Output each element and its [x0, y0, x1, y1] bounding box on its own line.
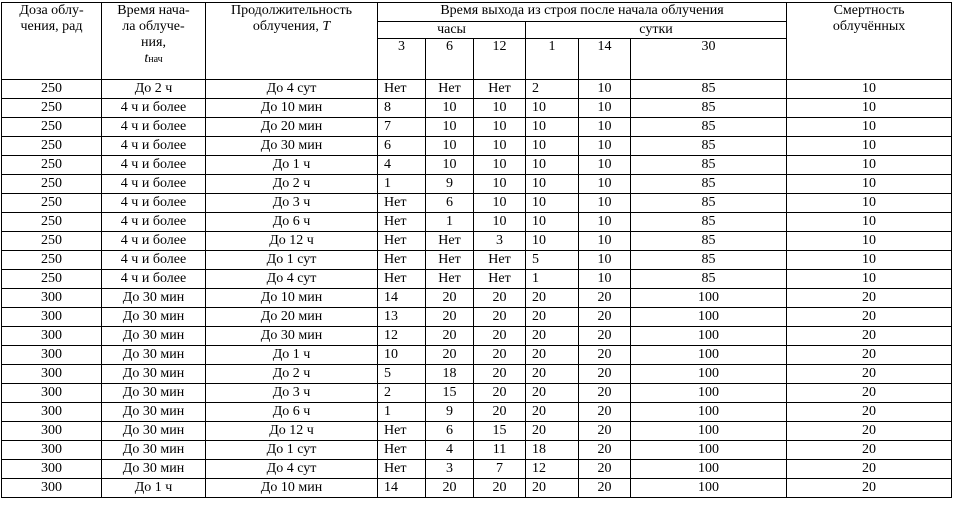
d1-cell: 10	[526, 137, 579, 156]
start-time-cell: 4 ч и более	[102, 270, 206, 289]
d14-cell: 10	[579, 270, 631, 289]
d14-cell: 20	[579, 308, 631, 327]
h12-cell: 10	[474, 156, 526, 175]
h3-cell: 6	[378, 137, 426, 156]
h6-cell: 20	[426, 289, 474, 308]
start-time-cell: 4 ч и более	[102, 99, 206, 118]
dose-cell: 300	[2, 308, 102, 327]
d14-cell: 20	[579, 479, 631, 498]
mortality-cell: 20	[787, 479, 952, 498]
h3-cell: 12	[378, 327, 426, 346]
h12-cell: 20	[474, 327, 526, 346]
h3-cell: 5	[378, 365, 426, 384]
d30-cell: 100	[631, 403, 787, 422]
dose-cell: 300	[2, 422, 102, 441]
mortality-cell: 10	[787, 175, 952, 194]
mortality-cell: 10	[787, 118, 952, 137]
duration-cell: До 10 мин	[206, 99, 378, 118]
duration-cell: До 20 мин	[206, 308, 378, 327]
d30-cell: 85	[631, 270, 787, 289]
d30-cell: 100	[631, 365, 787, 384]
d30-cell: 85	[631, 213, 787, 232]
mortality-cell: 20	[787, 460, 952, 479]
h12-cell: 10	[474, 213, 526, 232]
d14-cell: 20	[579, 422, 631, 441]
h6-cell: Нет	[426, 80, 474, 99]
dose-cell: 300	[2, 289, 102, 308]
h3-cell: 7	[378, 118, 426, 137]
start-time-cell: 4 ч и более	[102, 156, 206, 175]
mortality-header: Смертность облучённых	[787, 3, 952, 80]
h12-cell: 15	[474, 422, 526, 441]
days-group-header: сутки	[526, 22, 787, 39]
d1-cell: 20	[526, 422, 579, 441]
dose-cell: 300	[2, 346, 102, 365]
d1-cell: 18	[526, 441, 579, 460]
h3-cell: Нет	[378, 460, 426, 479]
mortality-cell: 20	[787, 384, 952, 403]
d1-cell: 20	[526, 308, 579, 327]
mortality-cell: 20	[787, 365, 952, 384]
h6-cell: 9	[426, 403, 474, 422]
d30-cell: 85	[631, 232, 787, 251]
table-header	[2, 3, 952, 80]
h3-cell: Нет	[378, 194, 426, 213]
dose-cell: 300	[2, 384, 102, 403]
duration-cell: До 1 сут	[206, 441, 378, 460]
d1-cell: 20	[526, 327, 579, 346]
h12-cell: 10	[474, 194, 526, 213]
h6-cell: 10	[426, 156, 474, 175]
table-row	[2, 80, 952, 99]
duration-cell: До 4 сут	[206, 460, 378, 479]
table-row	[2, 175, 952, 194]
table-row	[2, 213, 952, 232]
start-time-cell: До 30 мин	[102, 460, 206, 479]
dose-cell: 250	[2, 270, 102, 289]
h3-cell: 8	[378, 99, 426, 118]
start-time-header: Время нача- ла облуче- ния, tнач	[102, 3, 206, 80]
table-body	[2, 80, 952, 498]
hours-6-header: 6	[426, 39, 474, 80]
d30-cell: 85	[631, 99, 787, 118]
d1-cell: 20	[526, 289, 579, 308]
dose-cell: 300	[2, 403, 102, 422]
duration-cell: До 4 сут	[206, 270, 378, 289]
d14-cell: 20	[579, 327, 631, 346]
duration-cell: До 6 ч	[206, 403, 378, 422]
h12-cell: 10	[474, 175, 526, 194]
h6-cell: Нет	[426, 251, 474, 270]
mortality-cell: 20	[787, 327, 952, 346]
duration-cell: До 10 мин	[206, 479, 378, 498]
duration-cell: До 12 ч	[206, 232, 378, 251]
mortality-cell: 20	[787, 346, 952, 365]
d30-cell: 85	[631, 118, 787, 137]
table-row	[2, 365, 952, 384]
d1-cell: 2	[526, 80, 579, 99]
h6-cell: 18	[426, 365, 474, 384]
h12-cell: 20	[474, 308, 526, 327]
start-time-cell: До 30 мин	[102, 384, 206, 403]
d14-cell: 10	[579, 232, 631, 251]
h3-cell: Нет	[378, 441, 426, 460]
h6-cell: 15	[426, 384, 474, 403]
dose-cell: 250	[2, 175, 102, 194]
table-row	[2, 403, 952, 422]
dose-cell: 250	[2, 213, 102, 232]
h6-cell: 1	[426, 213, 474, 232]
duration-cell: До 4 сут	[206, 80, 378, 99]
d30-cell: 85	[631, 156, 787, 175]
mortality-cell: 10	[787, 137, 952, 156]
h3-cell: 2	[378, 384, 426, 403]
dose-cell: 300	[2, 327, 102, 346]
d14-cell: 10	[579, 175, 631, 194]
h3-cell: 13	[378, 308, 426, 327]
mortality-cell: 10	[787, 251, 952, 270]
h3-cell: 1	[378, 175, 426, 194]
d14-cell: 10	[579, 251, 631, 270]
mortality-cell: 20	[787, 403, 952, 422]
h6-cell: 20	[426, 327, 474, 346]
h12-cell: Нет	[474, 80, 526, 99]
table-row	[2, 270, 952, 289]
d1-cell: 5	[526, 251, 579, 270]
d30-cell: 85	[631, 80, 787, 99]
d1-cell: 10	[526, 194, 579, 213]
duration-cell: До 1 сут	[206, 251, 378, 270]
h12-cell: 3	[474, 232, 526, 251]
d1-cell: 10	[526, 213, 579, 232]
h3-cell: Нет	[378, 251, 426, 270]
duration-cell: До 1 ч	[206, 346, 378, 365]
duration-cell: До 6 ч	[206, 213, 378, 232]
dose-cell: 300	[2, 365, 102, 384]
table-row	[2, 251, 952, 270]
mortality-cell: 20	[787, 308, 952, 327]
h12-cell: Нет	[474, 270, 526, 289]
mortality-cell: 20	[787, 422, 952, 441]
h6-cell: 20	[426, 479, 474, 498]
duration-cell: До 1 ч	[206, 156, 378, 175]
mortality-cell: 20	[787, 289, 952, 308]
start-time-cell: До 30 мин	[102, 289, 206, 308]
start-time-cell: 4 ч и более	[102, 213, 206, 232]
mortality-cell: 10	[787, 80, 952, 99]
d1-cell: 12	[526, 460, 579, 479]
table-row	[2, 384, 952, 403]
h6-cell: 10	[426, 99, 474, 118]
duration-cell: До 12 ч	[206, 422, 378, 441]
d30-cell: 100	[631, 327, 787, 346]
d1-cell: 10	[526, 118, 579, 137]
h12-cell: 20	[474, 403, 526, 422]
d14-cell: 10	[579, 156, 631, 175]
start-time-cell: 4 ч и более	[102, 137, 206, 156]
h12-cell: 10	[474, 137, 526, 156]
d30-cell: 100	[631, 422, 787, 441]
duration-cell: До 3 ч	[206, 384, 378, 403]
d1-cell: 20	[526, 346, 579, 365]
h12-cell: 20	[474, 384, 526, 403]
dose-cell: 250	[2, 251, 102, 270]
start-time-cell: До 2 ч	[102, 80, 206, 99]
h6-cell: 4	[426, 441, 474, 460]
table-row	[2, 289, 952, 308]
d1-cell: 10	[526, 175, 579, 194]
d30-cell: 85	[631, 251, 787, 270]
d1-cell: 20	[526, 365, 579, 384]
start-time-cell: До 30 мин	[102, 403, 206, 422]
table-row	[2, 194, 952, 213]
d30-cell: 100	[631, 308, 787, 327]
d30-cell: 100	[631, 346, 787, 365]
h3-cell: Нет	[378, 80, 426, 99]
h3-cell: 14	[378, 479, 426, 498]
d30-cell: 85	[631, 194, 787, 213]
start-time-cell: 4 ч и более	[102, 175, 206, 194]
failure-time-header: Время выхода из строя после начала облучения	[378, 3, 787, 22]
table-row	[2, 422, 952, 441]
d14-cell: 20	[579, 346, 631, 365]
d14-cell: 10	[579, 194, 631, 213]
dose-cell: 250	[2, 194, 102, 213]
d14-cell: 20	[579, 384, 631, 403]
d14-cell: 20	[579, 403, 631, 422]
dose-cell: 250	[2, 137, 102, 156]
d1-cell: 20	[526, 384, 579, 403]
d14-cell: 10	[579, 99, 631, 118]
h12-cell: 20	[474, 289, 526, 308]
d1-cell: 1	[526, 270, 579, 289]
h6-cell: Нет	[426, 270, 474, 289]
d30-cell: 85	[631, 175, 787, 194]
radiation-table	[1, 2, 952, 498]
table-row	[2, 156, 952, 175]
d30-cell: 100	[631, 384, 787, 403]
duration-cell: До 2 ч	[206, 175, 378, 194]
dose-cell: 250	[2, 232, 102, 251]
h6-cell: 9	[426, 175, 474, 194]
d30-cell: 100	[631, 289, 787, 308]
h12-cell: 7	[474, 460, 526, 479]
table-row	[2, 479, 952, 498]
table-row	[2, 232, 952, 251]
table-row	[2, 327, 952, 346]
d14-cell: 20	[579, 441, 631, 460]
h12-cell: 20	[474, 479, 526, 498]
start-time-cell: До 30 мин	[102, 441, 206, 460]
duration-header: Продолжительность облучения, T	[206, 3, 378, 80]
start-time-cell: До 30 мин	[102, 346, 206, 365]
d14-cell: 20	[579, 365, 631, 384]
dose-cell: 250	[2, 156, 102, 175]
d1-cell: 10	[526, 156, 579, 175]
d14-cell: 10	[579, 137, 631, 156]
days-14-header: 14	[579, 39, 631, 80]
h12-cell: 11	[474, 441, 526, 460]
start-time-cell: 4 ч и более	[102, 118, 206, 137]
table-row	[2, 308, 952, 327]
duration-cell: До 3 ч	[206, 194, 378, 213]
h6-cell: 10	[426, 137, 474, 156]
d30-cell: 85	[631, 137, 787, 156]
start-time-cell: 4 ч и более	[102, 232, 206, 251]
mortality-cell: 10	[787, 213, 952, 232]
start-time-cell: До 30 мин	[102, 422, 206, 441]
h6-cell: Нет	[426, 232, 474, 251]
d14-cell: 20	[579, 460, 631, 479]
dose-cell: 250	[2, 80, 102, 99]
h6-cell: 3	[426, 460, 474, 479]
mortality-cell: 20	[787, 441, 952, 460]
d30-cell: 100	[631, 460, 787, 479]
days-1-header: 1	[526, 39, 579, 80]
d1-cell: 10	[526, 232, 579, 251]
h12-cell: Нет	[474, 251, 526, 270]
duration-cell: До 30 мин	[206, 327, 378, 346]
h3-cell: 1	[378, 403, 426, 422]
hours-12-header: 12	[474, 39, 526, 80]
start-time-cell: 4 ч и более	[102, 251, 206, 270]
dose-cell: 250	[2, 118, 102, 137]
mortality-cell: 10	[787, 156, 952, 175]
d1-cell: 20	[526, 403, 579, 422]
dose-cell: 250	[2, 99, 102, 118]
dose-cell: 300	[2, 460, 102, 479]
days-30-header: 30	[631, 39, 787, 80]
mortality-cell: 10	[787, 232, 952, 251]
mortality-cell: 10	[787, 99, 952, 118]
d14-cell: 20	[579, 289, 631, 308]
dose-header: Доза облу- чения, рад	[2, 3, 102, 80]
h6-cell: 20	[426, 308, 474, 327]
h12-cell: 10	[474, 118, 526, 137]
d14-cell: 10	[579, 213, 631, 232]
h12-cell: 20	[474, 365, 526, 384]
duration-cell: До 10 мин	[206, 289, 378, 308]
h3-cell: 10	[378, 346, 426, 365]
mortality-cell: 10	[787, 194, 952, 213]
duration-cell: До 2 ч	[206, 365, 378, 384]
start-time-cell: До 1 ч	[102, 479, 206, 498]
h12-cell: 20	[474, 346, 526, 365]
d14-cell: 10	[579, 80, 631, 99]
h3-cell: Нет	[378, 232, 426, 251]
h6-cell: 20	[426, 346, 474, 365]
h6-cell: 6	[426, 194, 474, 213]
d1-cell: 10	[526, 99, 579, 118]
d30-cell: 100	[631, 479, 787, 498]
h3-cell: 14	[378, 289, 426, 308]
h12-cell: 10	[474, 99, 526, 118]
dose-cell: 300	[2, 479, 102, 498]
table-row	[2, 346, 952, 365]
h6-cell: 10	[426, 118, 474, 137]
mortality-cell: 10	[787, 270, 952, 289]
h6-cell: 6	[426, 422, 474, 441]
start-time-cell: До 30 мин	[102, 308, 206, 327]
start-time-cell: До 30 мин	[102, 365, 206, 384]
h3-cell: Нет	[378, 422, 426, 441]
d14-cell: 10	[579, 118, 631, 137]
duration-cell: До 30 мин	[206, 137, 378, 156]
h3-cell: Нет	[378, 270, 426, 289]
start-time-cell: 4 ч и более	[102, 194, 206, 213]
dose-cell: 300	[2, 441, 102, 460]
hours-group-header: часы	[378, 22, 526, 39]
table-row	[2, 99, 952, 118]
d1-cell: 20	[526, 479, 579, 498]
table-row	[2, 460, 952, 479]
h3-cell: 4	[378, 156, 426, 175]
hours-3-header: 3	[378, 39, 426, 80]
d30-cell: 100	[631, 441, 787, 460]
duration-cell: До 20 мин	[206, 118, 378, 137]
table-row	[2, 137, 952, 156]
table-row	[2, 118, 952, 137]
start-time-cell: До 30 мин	[102, 327, 206, 346]
table-row	[2, 441, 952, 460]
h3-cell: Нет	[378, 213, 426, 232]
